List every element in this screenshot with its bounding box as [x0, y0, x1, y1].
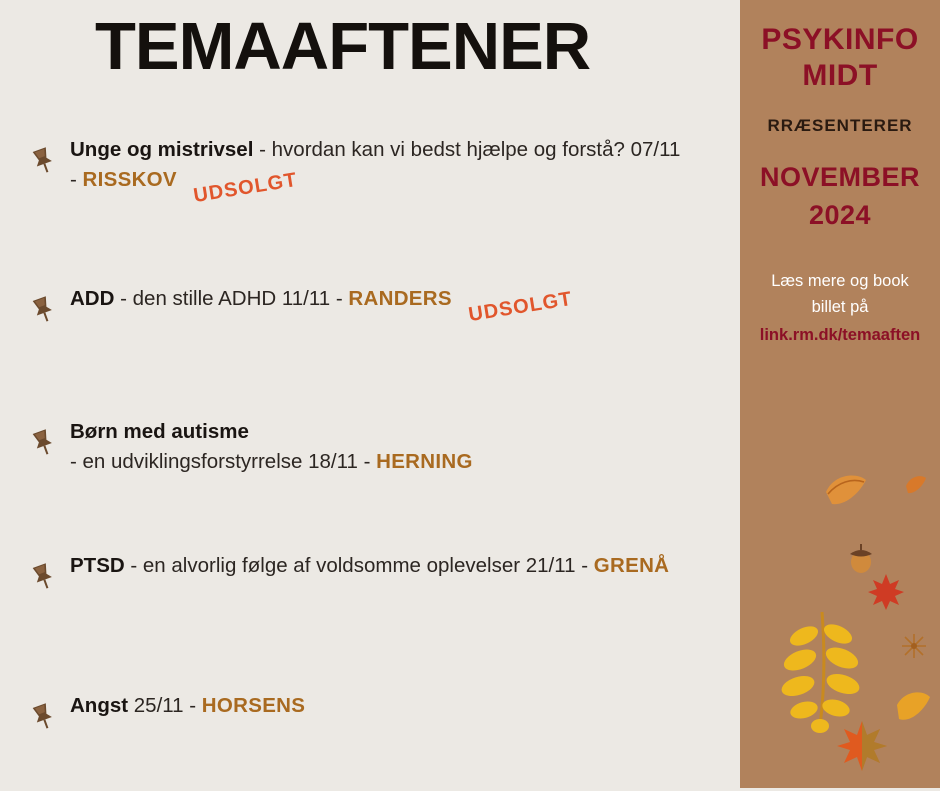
event-text: [70, 551, 690, 581]
event-city: HORSENS: [201, 694, 306, 717]
event-title: Angst: [70, 694, 129, 717]
list-item[interactable]: [0, 284, 740, 384]
brand-name: [740, 22, 940, 94]
event-text: [70, 691, 690, 721]
status-badge: UDSOLGT: [191, 168, 299, 208]
list-item[interactable]: [0, 417, 740, 517]
event-list: [0, 135, 740, 791]
event-city: GRENÅ: [593, 554, 670, 577]
seed-pod-icon: [900, 632, 928, 665]
pushpin-icon: [28, 145, 58, 175]
date-block: [740, 158, 940, 234]
autumn-leaf-icon: [903, 472, 929, 503]
event-description: 25/11 -: [128, 694, 202, 717]
event-city: RANDERS: [348, 287, 452, 310]
list-item[interactable]: [0, 551, 740, 651]
pushpin-icon: [28, 427, 58, 457]
presents-label: RRÆSENTERER: [767, 116, 913, 135]
year-label: 2024: [808, 200, 872, 230]
event-description: - hvordan kan vi bedst hjælpe og forstå? 07/11 -: [70, 138, 681, 191]
event-title: PTSD: [70, 554, 125, 577]
event-text: [70, 135, 690, 208]
pushpin-icon: [28, 294, 58, 324]
event-text: [70, 417, 690, 477]
event-city: RISSKOV: [82, 168, 177, 191]
booking-line-1: Læs mere og book: [771, 272, 909, 290]
autumn-leaf-icon: [892, 685, 934, 732]
month-label: NOVEMBER: [759, 162, 920, 192]
booking-line-2: billet på: [811, 298, 869, 316]
brand-line-2: MIDT: [802, 59, 878, 92]
list-item[interactable]: [0, 135, 740, 235]
booking-info: [740, 268, 940, 348]
event-description: - en udviklingsforstyrrelse 18/11 -: [70, 450, 377, 473]
booking-link[interactable]: link.rm.dk/temaaften: [759, 326, 921, 344]
autumn-leaf-icon: [822, 470, 870, 515]
brand-line-1: PSYKINFO: [761, 23, 919, 56]
sidebar: [740, 0, 940, 788]
event-description: - den stille ADHD 11/11 -: [114, 287, 349, 310]
status-badge: UDSOLGT: [466, 287, 574, 327]
list-item[interactable]: [0, 691, 740, 791]
maple-leaf-icon: [834, 718, 890, 779]
event-description: - en alvorlig følge af voldsomme oplevelser 21/11 -: [124, 554, 594, 577]
event-title: Børn med autisme: [70, 420, 249, 443]
page-title: TEMAAFTENER: [95, 9, 591, 84]
pushpin-icon: [28, 561, 58, 591]
pushpin-icon: [28, 701, 58, 731]
event-title: ADD: [70, 287, 115, 310]
event-text: [70, 284, 690, 327]
event-title: Unge og mistrivsel: [70, 138, 254, 161]
event-city: HERNING: [376, 450, 473, 473]
